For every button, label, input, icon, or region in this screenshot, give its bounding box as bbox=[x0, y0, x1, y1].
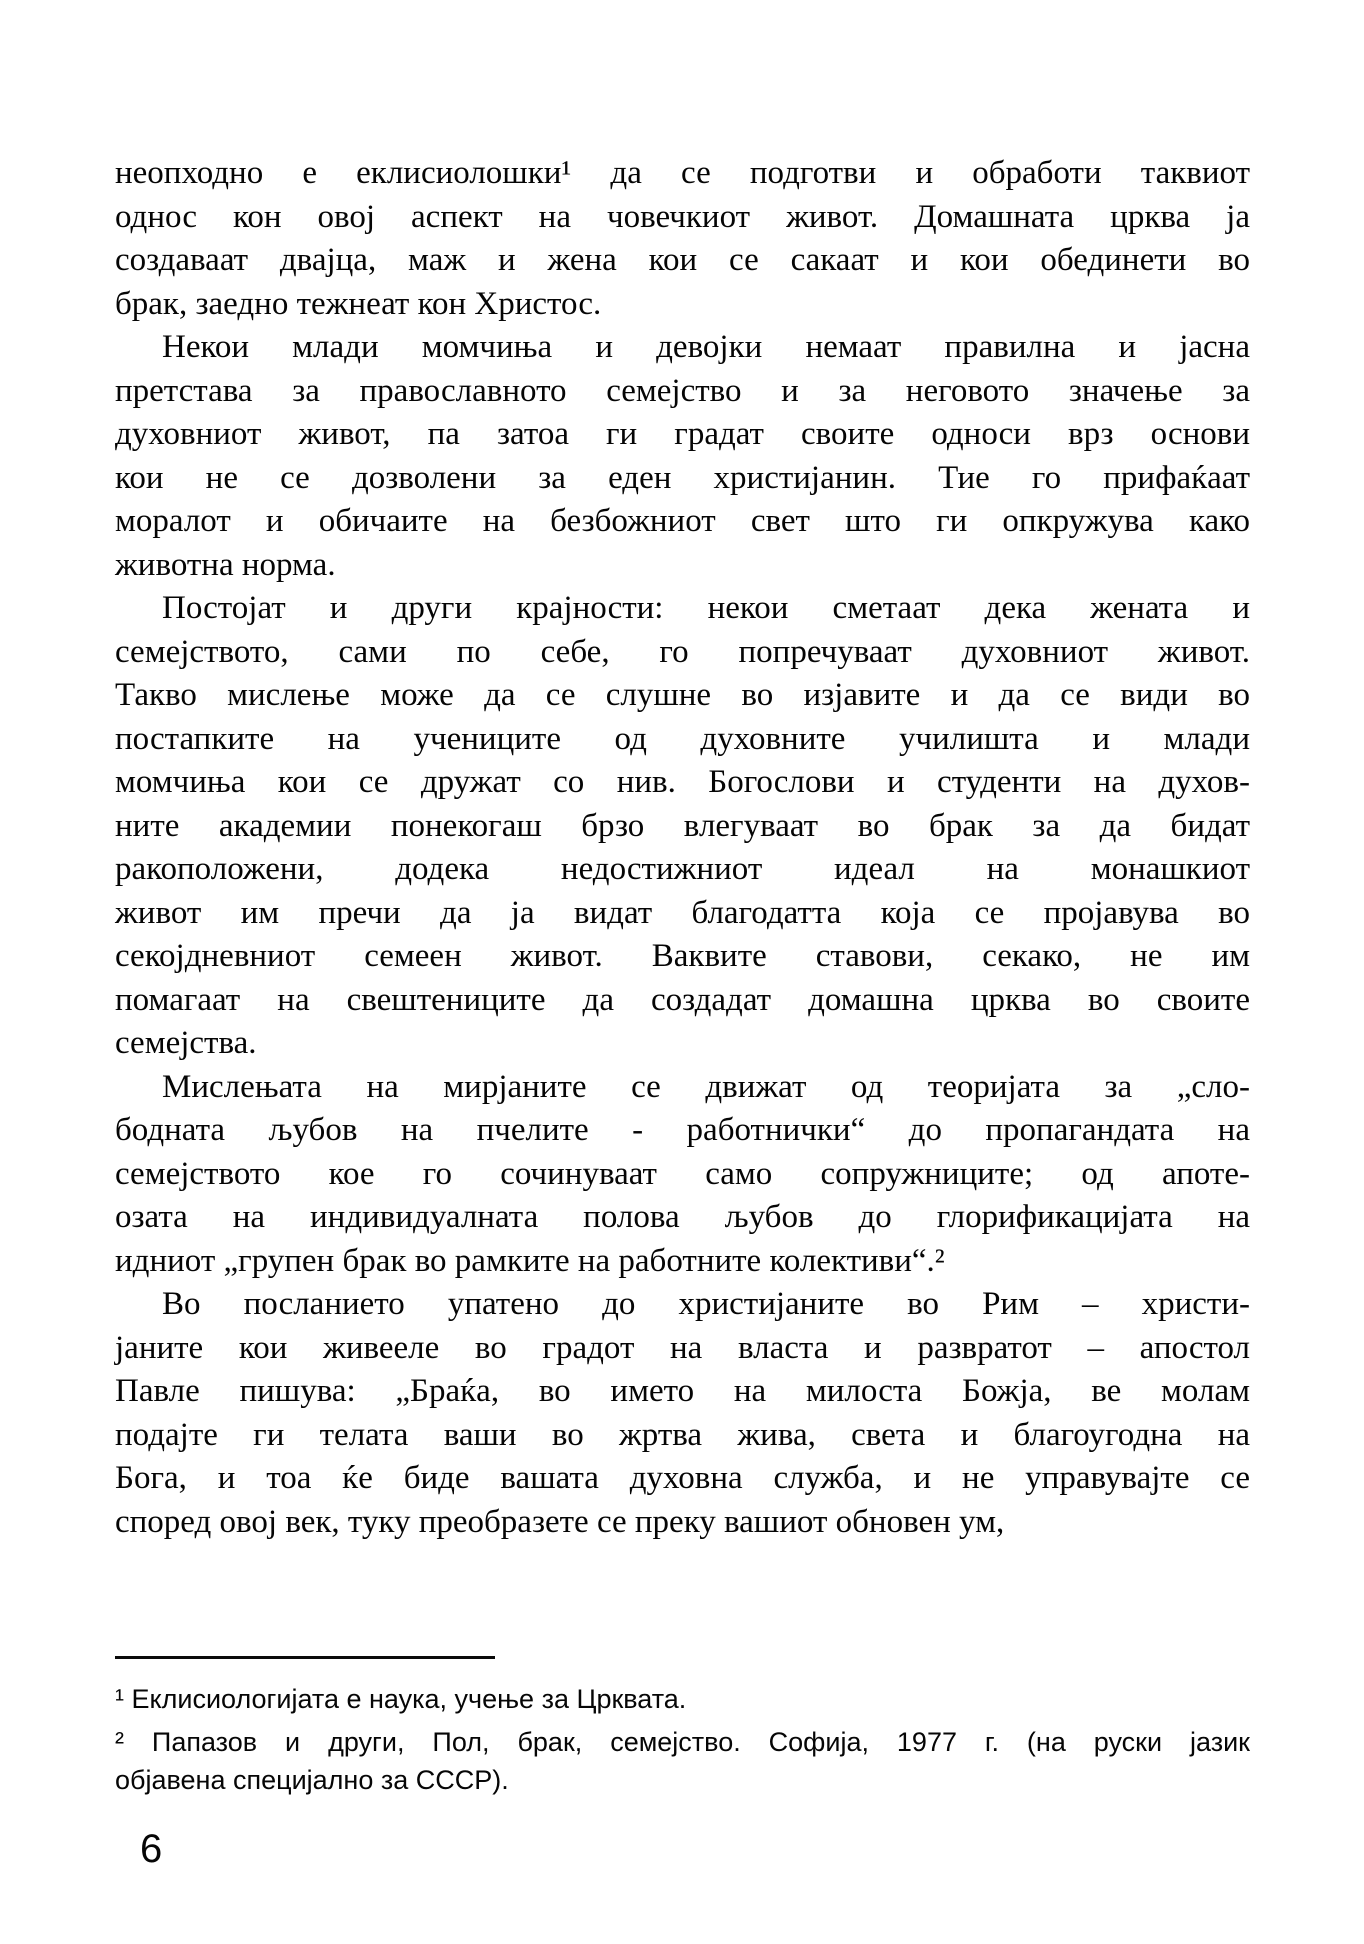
text-line: однос кон овој аспект на човечкиот живот. Домашната црква ја bbox=[115, 198, 1250, 235]
text-line: бодната љубов на пчелите - работнички“ до пропагандата на bbox=[115, 1112, 1250, 1148]
text-line: момчиња кои се дружат со нив. Богослови и студенти на духов- bbox=[115, 764, 1250, 800]
text-line: Во посланието упатено до христијаните во Рим – христи- bbox=[162, 1286, 1250, 1322]
text-line: Некои млади момчиња и девојки немаат правилна и јасна bbox=[162, 329, 1250, 365]
text-line: Павле пишува: „Браќа, во името на милоста Божја, ве молам bbox=[115, 1373, 1250, 1409]
text-line: ² Папазов и други, Пол, брак, семејство. Софија, 1977 г. (на руски јазик bbox=[115, 1727, 1250, 1757]
text-line: неопходно е еклисиолошки¹ да се подготви и обработи таквиот bbox=[115, 155, 1250, 191]
text-line: идниот „групен брак во рамките на работните колективи“.² bbox=[115, 1242, 945, 1279]
text-line: духовниот живот, па затоа ги градат своите односи врз основи bbox=[115, 416, 1250, 452]
text-line: ракоположени, додека недостижниот идеал на монашкиот bbox=[115, 851, 1250, 887]
text-line: Бога, и тоа ќе биде вашата духовна служба, и не управувајте се bbox=[115, 1460, 1250, 1496]
text-line: ¹ Еклисиологијата е наука, учење за Црквата. bbox=[115, 1684, 687, 1714]
text-line: создаваат двајца, маж и жена кои се сакаат и кои обединети во bbox=[115, 242, 1250, 278]
text-line: ните академии понекогаш брзо влегуваат во брак за да бидат bbox=[115, 807, 1250, 844]
footnote-separator bbox=[115, 1656, 495, 1659]
page-number: 6 bbox=[140, 1827, 163, 1871]
text-line: Постојат и други крајности: некои сметаат дека жената и bbox=[162, 590, 1250, 626]
footnotes bbox=[115, 1680, 1250, 1799]
text-line: живот им пречи да ја видат благодатта која се пројавува во bbox=[115, 894, 1250, 931]
text-line: Такво мислење може да се слушне во изјавите и да се види во bbox=[115, 677, 1250, 713]
text-line: секојдневниот семеен живот. Ваквите ставови, секако, не им bbox=[115, 938, 1250, 974]
text-line: објавена специјално за СССР). bbox=[115, 1765, 509, 1795]
text-line: кои не се дозволени за еден христијанин. Тие го прифаќаат bbox=[115, 459, 1250, 496]
text-line: постапките на учениците од духовните училишта и млади bbox=[115, 720, 1250, 757]
text-line: помагаат на свештениците да создадат домашна црква во своите bbox=[115, 981, 1250, 1018]
text-line: претстава за православното семејство и за неговото значење за bbox=[115, 372, 1250, 409]
text-line: според овој век, туку преобразете се преку вашиот обновен ум, bbox=[115, 1503, 1005, 1540]
text-line: Мислењата на мирјаните се движат од теоријата за „сло- bbox=[162, 1068, 1250, 1105]
text-line: семејството кое го сочинуваат само сопружниците; од апоте- bbox=[115, 1155, 1250, 1192]
text-line: подајте ги телата ваши во жртва жива, света и благоугодна на bbox=[115, 1416, 1250, 1453]
text-line: семејството, сами по себе, го попречуваат духовниот живот. bbox=[115, 633, 1250, 670]
text-line: брак, заедно тежнеат кон Христос. bbox=[115, 285, 602, 322]
text-line: животна норма. bbox=[115, 546, 336, 583]
text-line: моралот и обичаите на безбожниот свет што ги опкружува како bbox=[115, 503, 1250, 539]
text-line: јаните кои живееле во градот на власта и развратот – апостол bbox=[115, 1329, 1250, 1366]
body-text bbox=[115, 152, 1250, 1544]
text-line: озата на индивидуалната полова љубов до глорификацијата на bbox=[115, 1199, 1250, 1235]
text-line: семејства. bbox=[115, 1025, 257, 1061]
